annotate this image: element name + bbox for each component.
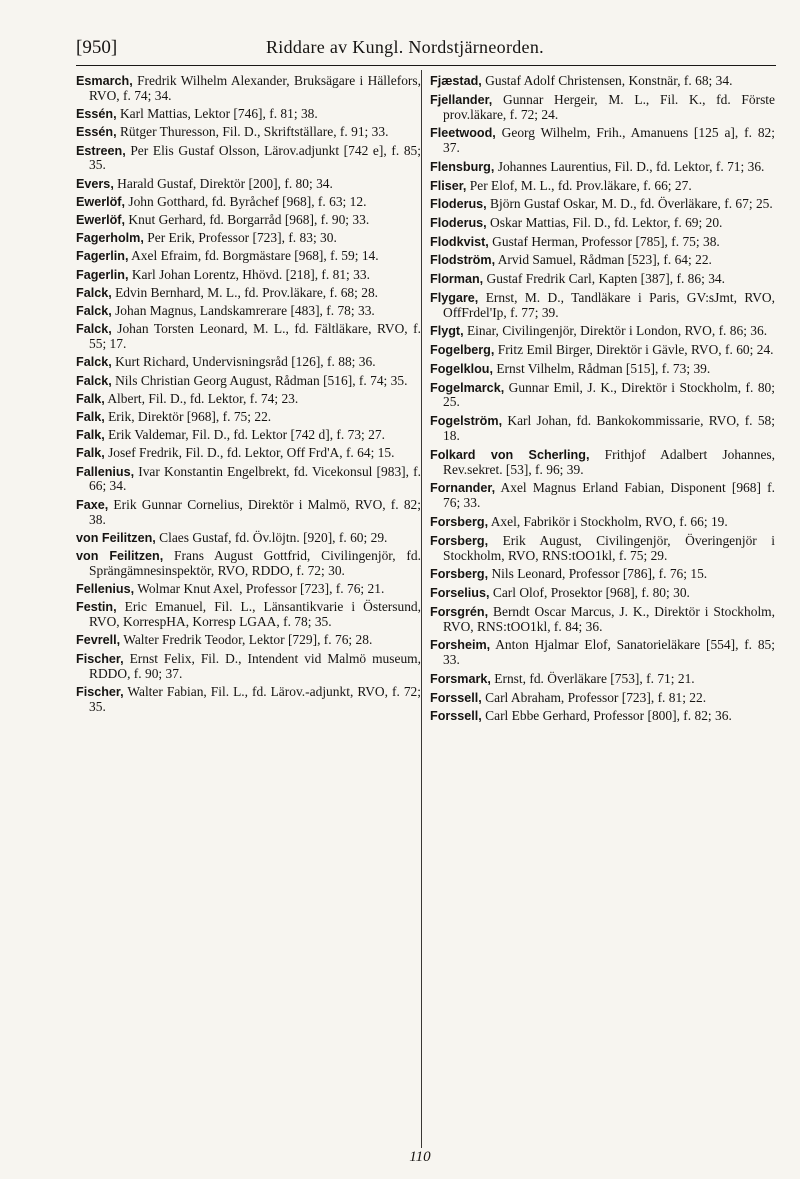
entry-details: Karl Johan, fd. Bankokommissarie, RVO, f. 58; 18. [443,413,775,444]
register-entry [430,515,775,530]
entry-surname: Folkard von Scherling, [430,447,590,462]
entry-surname: Estreen, [76,143,126,158]
entry-details: Per Erik, Professor [723], f. 83; 30. [143,230,337,246]
entry-details: Ernst, M. D., Tandläkare i Paris, GV:sJmt, RVO, OffFrdel'Ip, f. 77; 39. [443,289,775,320]
register-entry [76,374,421,389]
entry-details: Harald Gustaf, Direktör [200], f. 80; 34. [113,175,333,191]
entry-details: Gunnar Emil, J. K., Direktör i Stockholm, f. 80; 25. [443,379,775,410]
entry-details: Gustaf Herman, Professor [785], f. 75; 38. [488,233,720,249]
entry-surname: Floderus, [430,216,487,231]
entry-details: Ernst Vilhelm, Rådman [515], f. 73; 39. [492,360,711,376]
entry-details: Knut Gerhard, fd. Borgarråd [968], f. 90; 33. [125,212,370,228]
register-entry [430,272,775,287]
entry-surname: Forsberg, [430,515,489,529]
entry-surname: Forssell, [430,690,482,705]
entry-details: Josef Fredrik, Fil. D., fd. Lektor, Off Frd'A, f. 64; 15. [104,445,395,461]
entry-details: Ernst, fd. Överläkare [753], f. 71; 21. [490,670,695,686]
entry-details: Einar, Civilingenjör, Direktör i London, RVO, f. 86; 36. [463,323,768,339]
left-column [76,74,421,1149]
register-entry [76,685,421,715]
register-entry [76,268,421,283]
folio-number: 110 [409,1149,431,1165]
entry-surname: Florman, [430,272,484,287]
register-entry [76,549,421,579]
entry-surname: Fogelström, [430,414,503,429]
entry-surname: Flygare, [430,290,479,305]
entry-surname: Fischer, [76,684,124,699]
entry-surname: Fjæstad, [430,74,482,88]
register-entry [76,498,421,528]
entry-details: Karl Johan Lorentz, Hhövd. [218], f. 81; 33. [128,266,370,282]
entry-surname: Ewerlöf, [76,213,125,228]
register-entry [76,107,421,122]
entry-details: Oskar Mattias, Fil. D., fd. Lektor, f. 69; 20. [486,215,723,231]
entry-details: Erik August, Civilingenjör, Överingenjör i Stockholm, RVO, RNS:tOO1kl, f. 75; 29. [443,532,775,563]
entry-surname: Floderus, [430,197,487,212]
register-entry [76,322,421,352]
entry-surname: Falk, [76,428,105,443]
entry-surname: Fellenius, [76,582,135,597]
entry-surname: Fallenius, [76,464,135,479]
entry-details: Georg Wilhelm, Frih., Amanuens [125 a], f. 82; 37. [443,125,775,156]
entry-details: Albert, Fil. D., fd. Lektor, f. 74; 23. [104,390,299,406]
running-title: Riddare av Kungl. Nordstjärneorden. [266,37,544,57]
entry-details: Carl Abraham, Professor [723], f. 81; 22. [481,689,707,705]
entry-surname: Falk, [76,446,105,461]
entry-surname: Ewerlöf, [76,194,125,209]
entry-details: Björn Gustaf Oskar, M. D., fd. Överläkare, f. 67; 25. [486,196,773,212]
entry-surname: Fogelklou, [430,361,493,376]
entry-details: Per Elof, M. L., fd. Prov.läkare, f. 66; 27. [466,177,692,193]
entry-surname: Fleetwood, [430,126,496,141]
register-entry [76,428,421,443]
entry-surname: Forssell, [430,709,482,724]
register-entry [430,216,775,231]
entry-details: Nils Leonard, Professor [786], f. 76; 15. [488,566,708,582]
register-entry [430,197,775,212]
register-entry [76,195,421,210]
entry-surname: Falck, [76,373,112,388]
register-entry [430,93,775,123]
entry-surname: Falck, [76,322,112,337]
register-entry [430,179,775,194]
entry-details: Gustaf Fredrik Carl, Kapten [387], f. 86; 34. [483,271,726,287]
register-entry [76,531,421,546]
register-entry [76,392,421,407]
entry-surname: Fogelmarck, [430,380,505,395]
register-entry [430,414,775,444]
register-entry [76,304,421,319]
register-entry [430,709,775,724]
entry-details: Fredrik Wilhelm Alexander, Bruksägare i Hällefors, RVO, f. 74; 34. [89,73,421,103]
register-entry [430,448,775,478]
entry-details: Claes Gustaf, fd. Öv.löjtn. [920], f. 60; 29. [155,529,388,545]
register-entry [76,600,421,630]
entry-surname: Fagerholm, [76,231,144,246]
register-entry [76,144,421,174]
entry-details: Gunnar Hergeir, M. L., Fil. K., fd. Förste prov.läkare, f. 72; 24. [443,91,775,122]
register-entry [76,446,421,461]
entry-surname: Festin, [76,600,117,615]
register-entry [430,605,775,635]
entry-details: Berndt Oscar Marcus, J. K., Direktör i Stockholm, RVO, RNS:tOO1kl, f. 84; 36. [443,603,775,634]
register-entry [430,291,775,321]
entry-surname: Essén, [76,107,117,122]
register-entry [430,638,775,668]
entry-surname: Forselius, [430,586,490,601]
right-column [430,74,775,1149]
entry-surname: Forsheim, [430,638,491,653]
entry-surname: Falck, [76,304,112,319]
entry-details: Johan Magnus, Landskamrerare [483], f. 78; 33. [111,303,375,319]
page-header [76,37,776,63]
entry-details: Anton Hjalmar Elof, Sanatorieläkare [554], f. 85; 33. [443,637,775,668]
register-entry [76,249,421,264]
entry-details: Gustaf Adolf Christensen, Konstnär, f. 68; 34. [481,73,733,88]
entry-details: Carl Ebbe Gerhard, Professor [800], f. 82; 36. [481,708,732,724]
entry-surname: Fagerlin, [76,249,129,264]
entry-details: Rütger Thuresson, Fil. D., Skriftställare, f. 91; 33. [116,124,389,140]
register-entry [76,231,421,246]
entry-surname: Fliser, [430,178,467,193]
register-entry [430,74,775,89]
entry-surname: Esmarch, [76,74,133,88]
entry-details: Arvid Samuel, Rådman [523], f. 64; 22. [495,252,712,268]
entry-surname: Essén, [76,125,117,140]
register-entry [76,652,421,682]
entry-details: Kurt Richard, Undervisningsråd [126], f. 88; 36. [111,354,376,370]
entry-surname: Fogelberg, [430,343,495,358]
entry-details: Ivar Konstantin Engelbrekt, fd. Vicekonsul [983], f. 66; 34. [89,463,421,494]
page-number: [950] [76,37,118,58]
register-entry [76,286,421,301]
entry-details: Karl Mattias, Lektor [746], f. 81; 38. [116,106,318,122]
register-entry [76,213,421,228]
entry-surname: Fagerlin, [76,267,129,282]
register-entry [430,343,775,358]
entry-surname: Falk, [76,409,105,424]
register-entry [76,410,421,425]
register-entry [430,126,775,156]
entry-surname: Flodström, [430,253,496,268]
entry-details: Johan Torsten Leonard, M. L., fd. Fältläkare, RVO, f. 55; 17. [89,321,421,352]
register-entry [76,465,421,495]
entry-surname: Falck, [76,355,112,370]
entry-surname: Forsgrén, [430,604,489,619]
entry-details: Walter Fredrik Teodor, Lektor [729], f. 76; 28. [120,632,373,648]
register-entry [76,74,421,104]
entry-surname: von Feilitzen, [76,549,164,563]
entry-surname: Fjellander, [430,92,493,107]
entry-surname: Flodkvist, [430,234,489,249]
entry-details: Nils Christian Georg August, Rådman [516], f. 74; 35. [111,372,408,388]
entry-details: Walter Fabian, Fil. L., fd. Lärov.-adjunkt, RVO, f. 72; 35. [89,683,421,714]
entry-details: Edvin Bernhard, M. L., fd. Prov.läkare, f. 68; 28. [111,284,379,300]
register-entry [76,355,421,370]
register-entry [430,691,775,706]
entry-details: Erik Valdemar, Fil. D., fd. Lektor [742 d], f. 73; 27. [104,427,385,443]
entry-details: Eric Emanuel, Fil. L., Länsantikvarie i Östersund, RVO, KorrespHA, Korresp LGAA, f. 78; 35. [89,599,421,630]
register-entry [430,160,775,175]
register-entry [430,381,775,411]
entry-surname: Fischer, [76,651,124,666]
entry-surname: Fevrell, [76,633,121,648]
entry-details: Erik Gunnar Cornelius, Direktör i Malmö, RVO, f. 82; 38. [89,496,421,527]
register-entry [76,582,421,597]
register-entry [430,362,775,377]
entry-details: Frans August Gottfrid, Civilingenjör, fd. Sprängämnesinspektör, RVO, RDDO, f. 72; 30. [89,548,421,578]
header-rule [76,65,776,66]
entry-details: Per Elis Gustaf Olsson, Lärov.adjunkt [742 e], f. 85; 35. [89,142,421,173]
register-entry [430,235,775,250]
column-divider [421,70,422,1148]
entry-details: John Gotthard, fd. Byråchef [968], f. 63; 12. [125,193,367,209]
entry-details: Frithjof Adalbert Johannes, Rev.sekret. [53], f. 96; 39. [443,446,776,477]
register-entry [76,125,421,140]
entry-details: Carl Olof, Prosektor [968], f. 80; 30. [489,585,690,601]
entry-surname: Faxe, [76,497,109,512]
entry-details: Axel Efraim, fd. Borgmästare [968], f. 59; 14. [128,248,379,264]
entry-details: Johannes Laurentius, Fil. D., fd. Lektor, f. 71; 36. [494,158,765,174]
entry-details: Fritz Emil Birger, Direktör i Gävle, RVO, f. 60; 24. [494,342,774,358]
entry-surname: Forsberg, [430,533,489,548]
entry-details: Ernst Felix, Fil. D., Intendent vid Malmö museum, RDDO, f. 90; 37. [89,650,421,681]
entry-details: Erik, Direktör [968], f. 75; 22. [104,408,272,424]
entry-surname: Falk, [76,391,105,406]
register-entry [430,567,775,582]
entry-details: Wolmar Knut Axel, Professor [723], f. 76; 21. [134,581,385,597]
entry-surname: Forsberg, [430,567,489,582]
register-entry [430,324,775,339]
register-entry [76,177,421,192]
entry-surname: Forsmark, [430,671,491,686]
register-entry [76,633,421,648]
entry-surname: Flygt, [430,324,464,339]
entry-details: Axel Magnus Erland Fabian, Disponent [968] f. 76; 33. [443,480,775,511]
register-entry [430,253,775,268]
entry-surname: von Feilitzen, [76,530,156,545]
register-entry [430,481,775,511]
entry-surname: Fornander, [430,481,496,496]
entry-surname: Evers, [76,176,114,191]
entry-surname: Falck, [76,285,112,300]
entry-surname: Flensburg, [430,159,495,174]
register-entry [430,672,775,687]
entry-details: Axel, Fabrikör i Stockholm, RVO, f. 66; 19. [488,514,728,529]
register-entry [430,534,775,564]
register-entry [430,586,775,601]
